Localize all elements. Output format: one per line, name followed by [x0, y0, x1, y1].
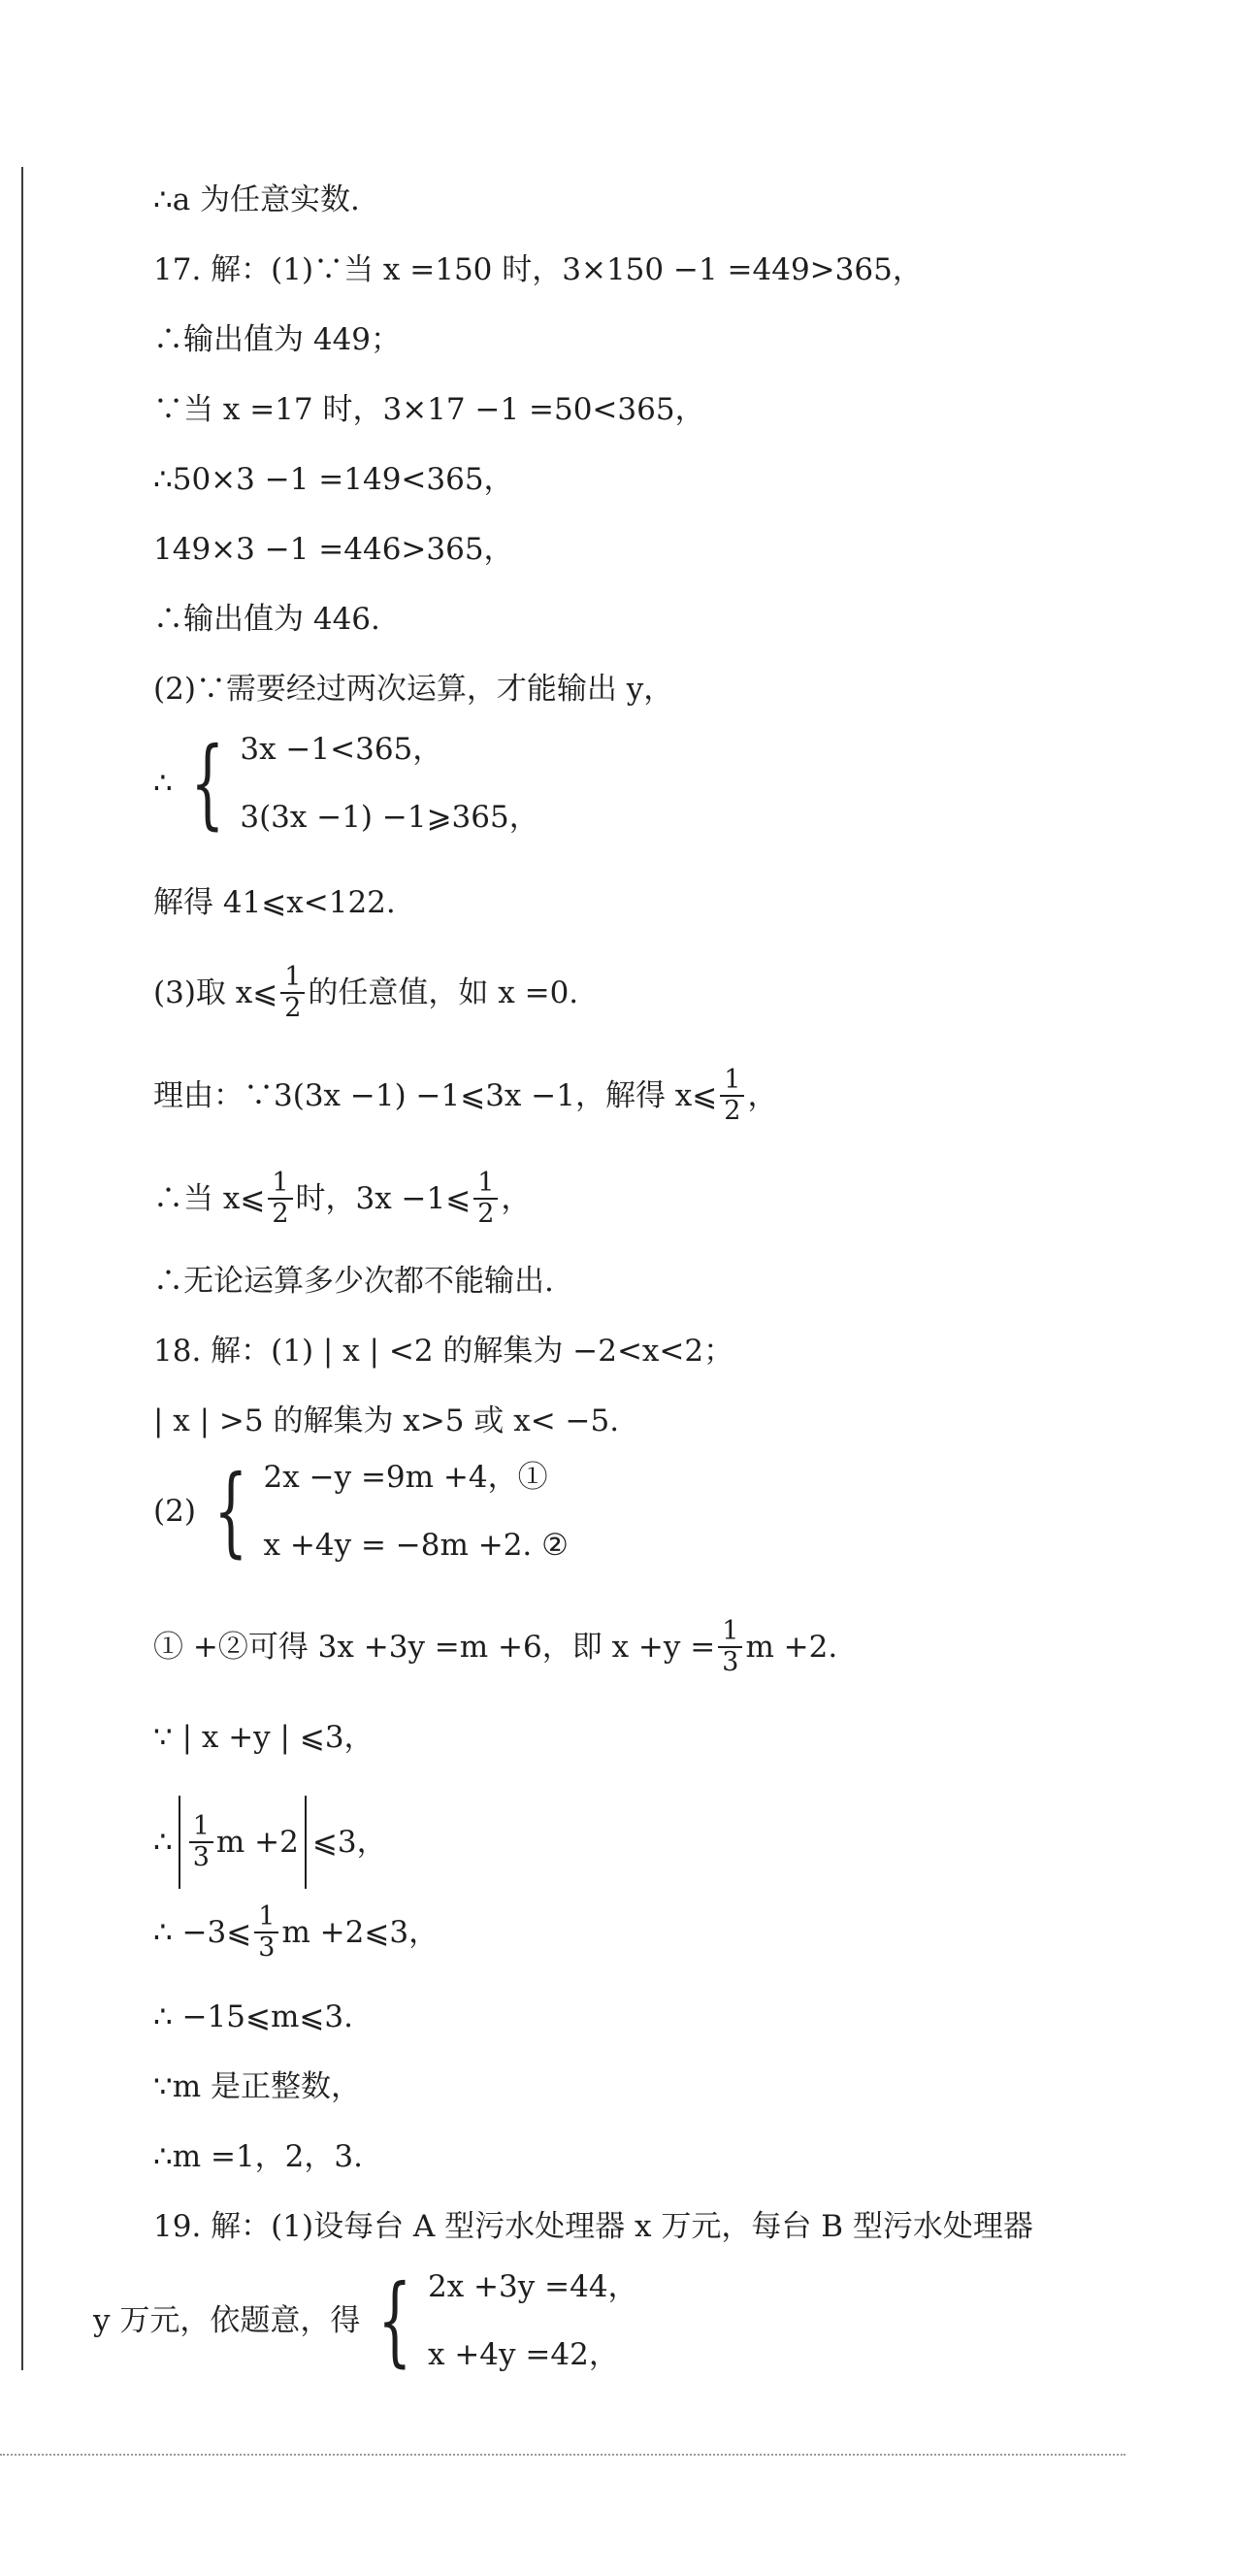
system-lines: [240, 730, 538, 837]
system-line-1: 2x +3y =44，: [428, 2269, 638, 2304]
line-18-range-fraction: [153, 1902, 439, 1963]
line-17-heading: 17. 解：(1)∵当 x =150 时，3×150 −1 =449>365，: [153, 252, 923, 287]
bottom-dotted-rule: [0, 2454, 1125, 2456]
fraction-one-third: [189, 1812, 213, 1872]
system-line-2: 3(3x −1) −1⩾365，: [240, 800, 539, 835]
text-segment: m +2⩽3，: [281, 1915, 440, 1950]
fraction-denominator: 2: [284, 993, 302, 1023]
line-17-part-3: [153, 963, 578, 1023]
text-segment: ① +②可得 3x +3y =m +6，即 x +y =: [153, 1630, 716, 1665]
system-line-2: x +4y = −8m +2. ②: [263, 1528, 569, 1563]
line-17-output-1: ∴输出值为 449；: [153, 322, 402, 357]
text-segment: 的任意值，如 x =0.: [308, 975, 579, 1010]
text-segment: ⩽3，: [311, 1825, 387, 1860]
fraction-one-half: [268, 1169, 292, 1229]
fraction-numerator: 1: [718, 1617, 742, 1648]
line-18-m-range: ∴ −15⩽m⩽3.: [153, 1999, 353, 2034]
text-segment: ∴ −3⩽: [153, 1915, 252, 1950]
left-margin-rule: [21, 167, 23, 2370]
text-segment: ，: [747, 1078, 778, 1113]
therefore-symbol: ∴: [153, 1825, 173, 1860]
text-segment: m +2: [215, 1825, 299, 1860]
fraction-numerator: 1: [720, 1066, 744, 1097]
text-segment: ，: [501, 1181, 532, 1216]
therefore-symbol: ∴: [153, 766, 173, 801]
line-17-calc-1: ∴50×3 −1 =149<365，: [153, 462, 514, 497]
line-18-abs-le-3: ∵ | x +y | ⩽3，: [153, 1720, 375, 1755]
line-17-output-2: ∴输出值为 446.: [153, 602, 380, 637]
fraction-one-third: [254, 1902, 278, 1963]
line-17-solution-range: 解得 41⩽x<122.: [153, 885, 396, 920]
text-segment: (3)取 x⩽: [153, 975, 278, 1010]
line-18-sum: [153, 1617, 837, 1677]
system-line-1: 2x −y =9m +4，①: [263, 1460, 548, 1495]
fraction-one-half: [280, 963, 305, 1023]
fraction-numerator: 1: [254, 1902, 278, 1933]
line-17-when-half: [153, 1169, 531, 1229]
brace-symbol: {: [190, 726, 225, 840]
text-segment: ∴当 x⩽: [153, 1181, 266, 1216]
fraction-denominator: 2: [477, 1199, 495, 1229]
line-18-abs-gt-5: | x | >5 的解集为 x>5 或 x< −5.: [153, 1404, 620, 1438]
fraction-denominator: 2: [724, 1096, 741, 1126]
line-18-m-positive: ∵m 是正整数，: [153, 2069, 361, 2104]
line-18-heading: 18. 解：(1) | x | <2 的解集为 −2<x<2；: [153, 1334, 734, 1369]
line-17-reason: [153, 1066, 777, 1126]
fraction-numerator: 1: [473, 1169, 498, 1200]
text-segment: y 万元，依题意，得: [93, 2303, 361, 2338]
fraction-denominator: 3: [258, 1932, 276, 1963]
fraction-numerator: 1: [189, 1812, 213, 1843]
fraction-numerator: 1: [268, 1169, 292, 1200]
fraction-numerator: 1: [280, 963, 305, 994]
fraction-one-half: [473, 1169, 498, 1229]
system-lines: [264, 1458, 569, 1565]
system-line-1: 3x −1<365，: [240, 732, 443, 767]
line-18-abs-fraction: [153, 1796, 387, 1889]
line-17-case-17: ∵当 x =17 时，3×17 −1 =50<365，: [153, 392, 705, 427]
abs-bar-left: [179, 1796, 180, 1889]
line-a-real: ∴a 为任意实数.: [153, 182, 360, 217]
line-17-conclusion: ∴无论运算多少次都不能输出.: [153, 1264, 554, 1299]
line-17-part-2: (2)∵需要经过两次运算，才能输出 y，: [153, 672, 674, 707]
abs-bar-right: [305, 1796, 307, 1889]
text-segment: m +2.: [745, 1630, 838, 1665]
system-lines: [428, 2267, 638, 2374]
line-17-calc-2: 149×3 −1 =446>365，: [153, 532, 514, 567]
fraction-denominator: 3: [722, 1647, 739, 1677]
equation-system-19: [93, 2263, 638, 2377]
text-segment: 时，3x −1⩽: [295, 1181, 472, 1216]
fraction-one-third: [718, 1617, 742, 1677]
part-label: (2): [153, 1494, 196, 1529]
fraction-one-half: [720, 1066, 744, 1126]
fraction-denominator: 3: [192, 1842, 210, 1872]
text-segment: 理由：∵3(3x −1) −1⩽3x −1，解得 x⩽: [153, 1078, 718, 1113]
brace-symbol: {: [377, 2263, 412, 2377]
system-line-2: x +4y =42，: [428, 2337, 619, 2372]
equation-system-18: [153, 1454, 569, 1568]
fraction-denominator: 2: [272, 1199, 289, 1229]
inequality-system-17: [153, 726, 539, 840]
brace-symbol: {: [213, 1454, 248, 1568]
line-18-m-values: ∴m =1，2，3.: [153, 2139, 363, 2174]
line-19-heading: 19. 解：(1)设每台 A 型污水处理器 x 万元，每台 B 型污水处理器: [153, 2209, 1033, 2244]
